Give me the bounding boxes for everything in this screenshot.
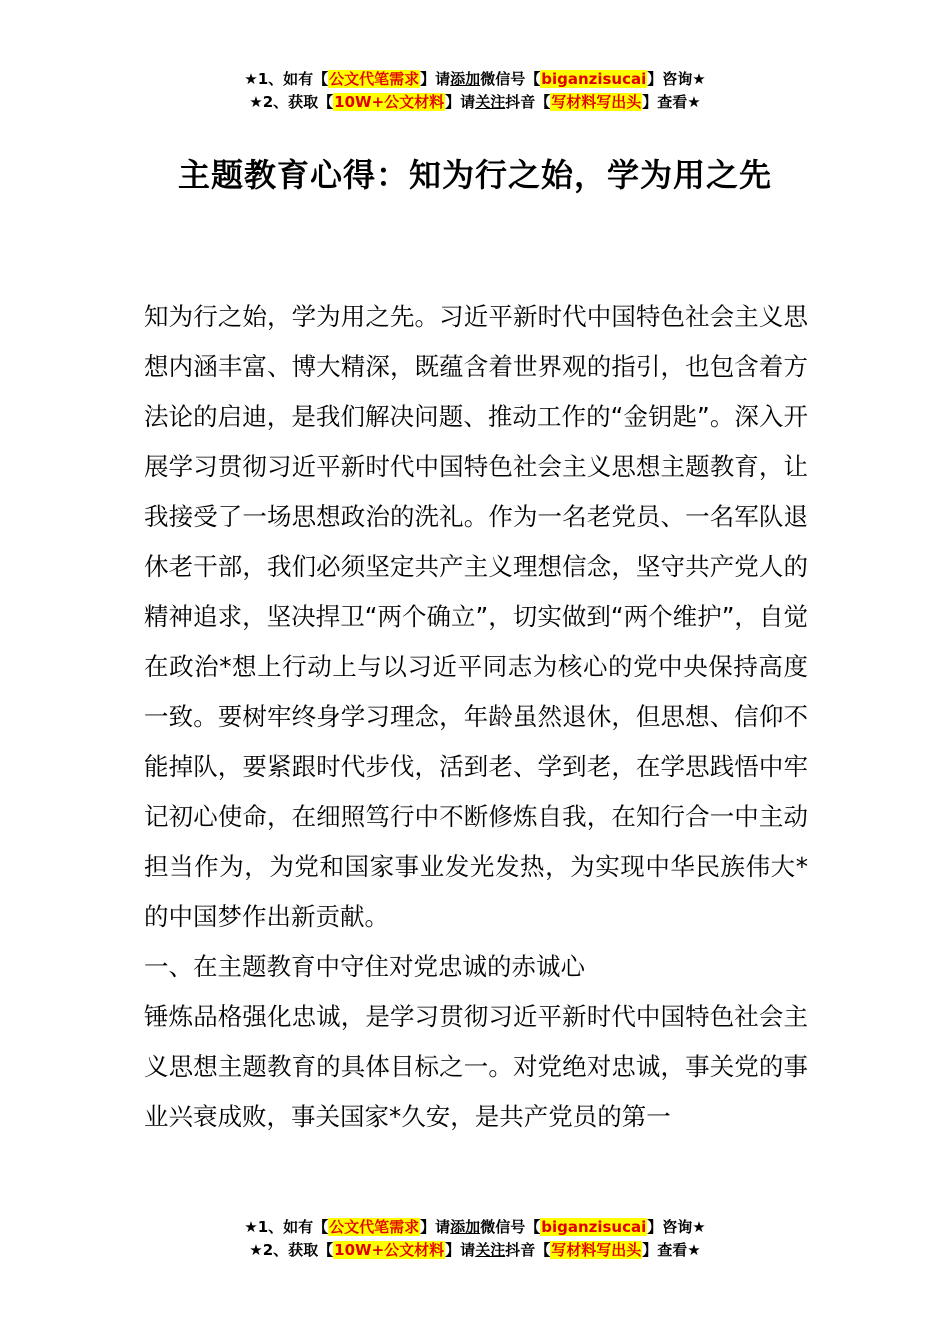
star-icon: ★ — [692, 1218, 706, 1236]
banner-text: 】咨询 — [647, 1218, 693, 1236]
banner-text: 】查看 — [642, 93, 688, 111]
star-icon: ★ — [692, 70, 706, 88]
underlined-follow: 关注 — [475, 1241, 506, 1259]
highlight-ghostwriting: 公文代笔需求 — [329, 1218, 420, 1236]
banner-text: 】请 — [420, 70, 451, 88]
highlight-materials: 10W+公文材料 — [334, 1241, 445, 1259]
star-icon: ★ — [687, 93, 701, 111]
star-icon: ★ — [244, 70, 258, 88]
highlight-wechat-id: biganzisucai — [541, 70, 647, 88]
banner-line-2 — [0, 1239, 950, 1262]
star-icon: ★ — [244, 1218, 258, 1236]
banner-line-1 — [0, 1216, 950, 1239]
header-banner — [0, 68, 950, 114]
banner-text: 抖音【 — [505, 1241, 551, 1259]
document-title: 主题教育心得：知为行之始，学为用之先 — [177, 156, 772, 194]
banner-text: 】查看 — [642, 1241, 688, 1259]
banner-text: 1、如有【 — [257, 1218, 329, 1236]
banner-line-2 — [0, 91, 950, 114]
star-icon: ★ — [249, 1241, 263, 1259]
banner-line-1 — [0, 68, 950, 91]
banner-text: 微信号【 — [480, 1218, 541, 1236]
banner-text: 】咨询 — [647, 70, 693, 88]
banner-text: 】请 — [420, 1218, 451, 1236]
paragraph-intro: 知为行之始，学为用之先。习近平新时代中国特色社会主义思想内涵丰富、博大精深，既蕴含着世界观的指引，也包含着方法论的启迪，是我们解决问题、推动工作的“金钥匙”。深入开展学习贯彻习近平新时代中国特色社会主义思想主题教育，让我接受了一场思想政治的洗礼。作为一名老党员、一名军队退休老干部，我们必须坚定共产主义理想信念，坚守共产党人的精神追求，坚决捍卫“两个确立”，切实做到“两个维护”，自觉在政治*想上行动上与以习近平同志为核心的党中央保持高度一致。要树牢终身学习理念，年龄虽然退休，但思想、信仰不能掉队，要紧跟时代步伐，活到老、学到老，在学思践悟中牢记初心使命，在细照笃行中不断修炼自我，在知行合一中主动担当作为，为党和国家事业发光发热，为实现中华民族伟大*的中国梦作出新贡献。 — [144, 302, 808, 931]
banner-text: 1、如有【 — [257, 70, 329, 88]
banner-text: 微信号【 — [480, 70, 541, 88]
banner-text: 抖音【 — [505, 93, 551, 111]
highlight-douyin: 写材料写出头 — [551, 93, 642, 111]
star-icon: ★ — [249, 93, 263, 111]
underlined-follow: 关注 — [475, 93, 506, 111]
highlight-wechat-id: biganzisucai — [541, 1218, 647, 1236]
underlined-add: 添加 — [450, 70, 481, 88]
section-heading: 一、在主题教育中守住对党忠诚的赤诚心 — [144, 952, 585, 981]
highlight-materials: 10W+公文材料 — [334, 93, 445, 111]
highlight-ghostwriting: 公文代笔需求 — [329, 70, 420, 88]
banner-text: 2、获取【 — [262, 1241, 334, 1259]
star-icon: ★ — [687, 1241, 701, 1259]
underlined-add: 添加 — [450, 1218, 481, 1236]
footer-banner — [0, 1216, 950, 1262]
highlight-douyin: 写材料写出头 — [551, 1241, 642, 1259]
document-body — [144, 292, 808, 1142]
banner-text: 】请 — [445, 1241, 476, 1259]
banner-text: 2、获取【 — [262, 93, 334, 111]
paragraph-loyalty: 锤炼品格强化忠诚，是学习贯彻习近平新时代中国特色社会主义思想主题教育的具体目标之一。对党绝对忠诚，事关党的事业兴衰成败，事关国家*久安，是共产党员的第一 — [144, 1002, 808, 1131]
banner-text: 】请 — [445, 93, 476, 111]
